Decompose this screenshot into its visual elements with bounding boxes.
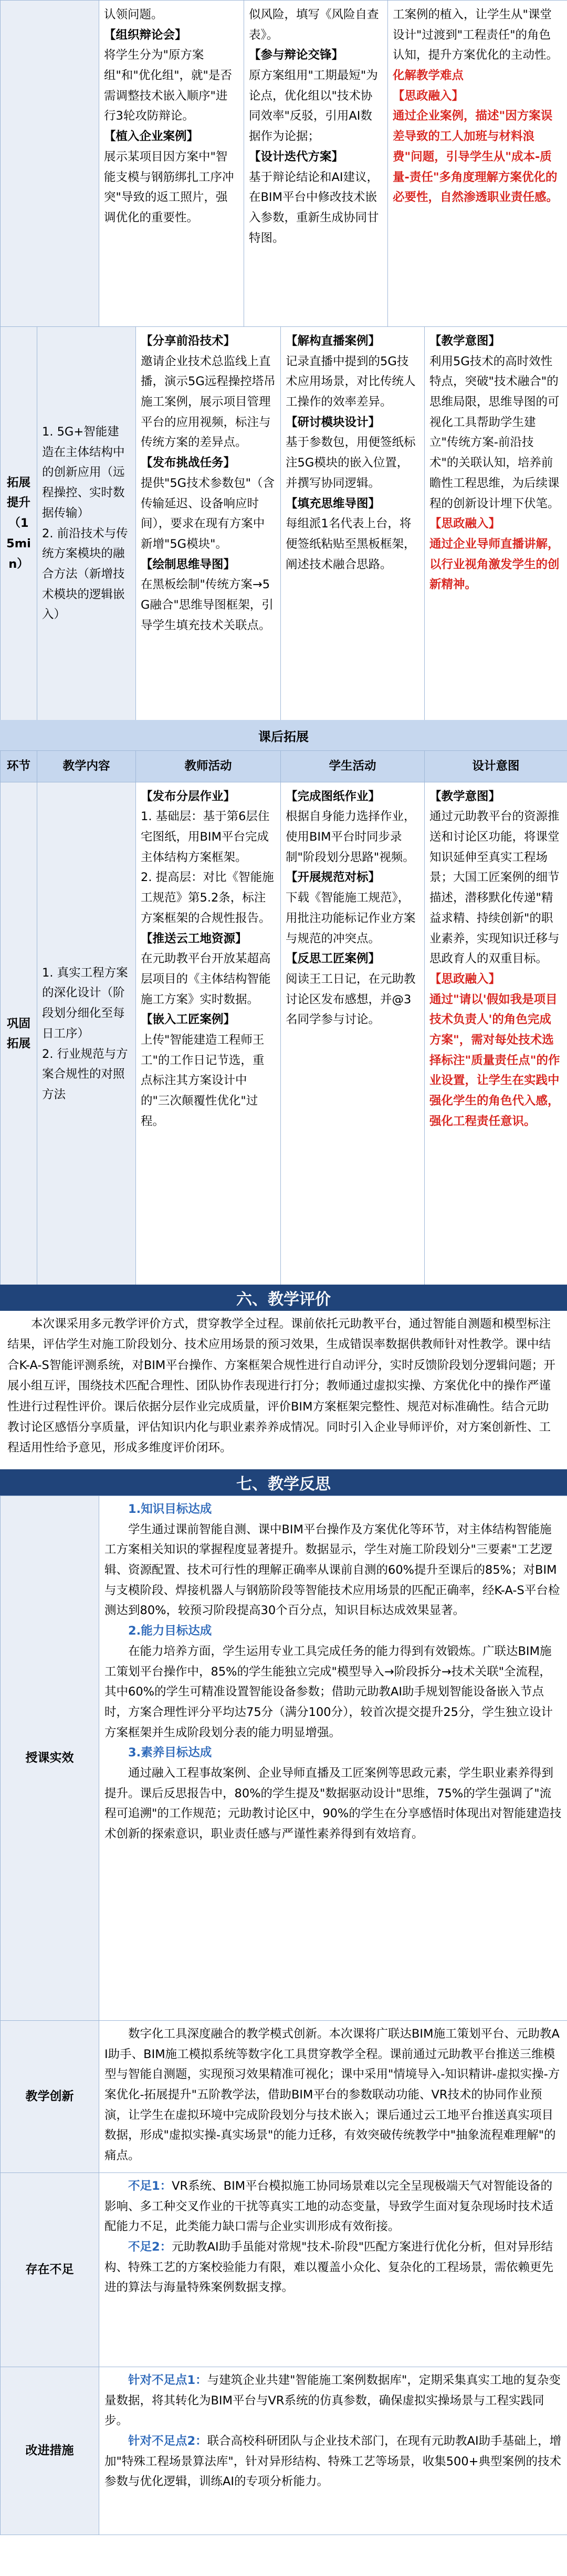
expand-content — [37, 327, 136, 720]
section-label: 【植入企业案例】 — [104, 130, 199, 144]
ideology-text: 通过企业导师直播讲解，以行业视角激发学生的创新精神。 — [429, 537, 560, 592]
section-label: 【分享前沿技术】 — [141, 334, 236, 348]
section-label: 【填充思维导图】 — [286, 496, 381, 511]
section-label: 【参与辩论交锋】 — [249, 48, 344, 62]
section-label: 【反思工匠案例】 — [286, 952, 381, 966]
section-label: 【完成图纸作业】 — [286, 789, 381, 803]
content-item: 2. 行业规范与方案合规性的对照方法 — [42, 1047, 128, 1101]
cell-text: 2. 提高层：对比《智能施工规范》第5.2条，标注方案框架的合规性报告。 — [141, 871, 274, 925]
cell-text: 记录直播中提到的5G技术应用场景，对比传统人工操作的效率差异。 — [286, 354, 416, 409]
cell-text: 通过元助教平台的资源推送和讨论区功能，将课堂知识延伸至真实工程场景；大国工匠案例的细节描述，潜移默化传递"精益求精、持续创新"的职业素养，实现知识迁移与思政育人的双重目标。 — [429, 810, 560, 966]
section-label: 【发布分层作业】 — [141, 789, 236, 803]
header-teacher: 教师活动 — [136, 751, 281, 782]
cell-text: 基于辩论结论和AI建议，在BIM平台中修改技术嵌入参数，重新生成协同甘特图。 — [249, 170, 379, 245]
header-stage: 环节 — [1, 751, 37, 782]
reflection-body: 元助教AI助手虽能对常规"技术-阶段"匹配方案进行优化分析，但对异形结构、特殊工艺的方案校验能力有限，难以覆盖小众化、复杂化的工程场景，需依赖更先进的算法与海量特殊案例数据支撑。 — [104, 2240, 554, 2295]
ideology-text: 通过"请以'假如我是项目技术负责人'的角色完成方案"，需对每处技术选择标注"质量责任点"的作业设置，让学生在实践中强化学生的角色代入感，强化工程责任意识。 — [429, 992, 560, 1128]
content-item: 1. 真实工程方案的深化设计（阶段划分细化至每日工序） — [42, 966, 128, 1041]
reflection-heading: 3.素养目标达成 — [128, 1746, 212, 1760]
reflection-category-effect: 授课实效 — [1, 1496, 99, 2021]
reflection-heading: 2.能力目标达成 — [128, 1624, 212, 1638]
reflection-lead: 不足1： — [128, 2179, 172, 2193]
reflection-paragraph — [104, 2431, 562, 2492]
expand-student — [281, 327, 425, 720]
section-label: 【教学意图】 — [429, 334, 501, 348]
ideology-text: 通过企业案例，描述"因方案误差导致的工人加班与材料浪费"问题，引导学生从"成本-质量-责任"多角度理解方案优化的必要性，自然渗透职业责任感。 — [393, 109, 559, 205]
activity-table-continued — [0, 0, 567, 327]
cell-text: 邀请企业技术总监线上直播，演示5G远程操控塔吊施工案例，展示项目管理平台的应用视频，标注与传统方案的差异点。 — [141, 354, 276, 450]
header-student: 学生活动 — [281, 751, 425, 782]
cell-text: 似风险，填写《风险自查表》。 — [249, 8, 379, 42]
after-class-table — [0, 750, 567, 1286]
expand-intent — [425, 327, 567, 720]
reflection-category-shortcoming: 存在不足 — [1, 2173, 99, 2367]
cell-text: 工案例的植入，让学生从"课堂设计"过渡到"工程责任"的角色认知，提升方案优化的主动性。 — [393, 8, 559, 62]
ideology-label: 【思政融入】 — [429, 972, 501, 986]
cell-text: 根据自身能力选择作业，使用BIM平台时同步录制"阶段划分思路"视频。 — [286, 810, 416, 864]
reflection-lead: 针对不足点2： — [128, 2434, 207, 2448]
cell-text: 展示某项目因方案中"智能支模与钢筋绑扎工序冲突"导致的返工照片，强调优化的重要性。 — [104, 150, 234, 225]
cell-text: 认领问题。 — [104, 8, 163, 22]
header-content: 教学内容 — [37, 751, 136, 782]
section-label: 【发布挑战任务】 — [141, 456, 236, 470]
evaluation-paragraph: 本次课采用多元教学评价方式，贯穿教学全过程。课前依托元助教平台，通过智能自测题和模型标注结果，评估学生对施工阶段划分、技术应用场景的预习效果，生成错误率数据供教师针对性教学。课中结合K-A-S智能评测系统，对BIM平台操作、方案框架合规性进行自动评分，实时反馈阶段划分逻辑问题；开展小组互评，围绕技术匹配合理性、团队协作表现进行打分；教师通过虚拟实操、方案优化中的操作严谨性进行过程性评价。课后依据分层作业完成质量，评价BIM方案框架完整性、规范对标准确性。结合元助教讨论区感悟分享质量，评估知识内化与职业素养养成情况。同时引入企业导师评价，对方案创新性、工程适用性给予意见，形成多维度评价闭环。 — [7, 1317, 555, 1455]
reflection-heading: 1.知识目标达成 — [128, 1502, 212, 1516]
reflection-lead: 不足2： — [128, 2240, 172, 2254]
reflection-shortcoming-text — [99, 2173, 567, 2367]
cell-text: 在黑板绘制"传统方案→5G融合"思维导图框架，引导学生填充技术关联点。 — [141, 578, 274, 632]
highlight-note: 化解教学难点 — [393, 69, 464, 83]
section-7-title: 七、教学反思 — [0, 1469, 567, 1496]
design-intent-cell — [388, 1, 567, 327]
reflection-paragraph: 通过融入工程事故案例、企业导师直播及工匠案例等思政元素，学生职业素养得到提升。课后反思报告中，80%的学生提及"数据驱动设计"思维，75%的学生强调了"流程可追溯"的工作规范；元助教讨论区中，90%的学生在分享感悟时体现出对智能建造技术创新的探索意识，职业责任感与严谨性素养得到有效培育。 — [104, 1766, 562, 1841]
cell-text: 阅读王工日记，在元助教讨论区发布感想，并@3名同学参与讨论。 — [286, 972, 416, 1027]
teacher-activity-cell — [99, 1, 244, 327]
category-cell — [1, 1, 99, 327]
reflection-effect-text — [99, 1496, 567, 2021]
reflection-paragraph: 在能力培养方面，学生运用专业工具完成任务的能力得到有效锻炼。广联达BIM施工策划平台操作中，85%的学生能独立完成"模型导入→阶段拆分→技术关联"全流程，其中60%的学生可精准设置智能设备参数；借助元助教AI助手规划智能设备嵌入节点时，方案合理性评分平均达75分（满分100分），较首次提交提升25分，学生独立设计方案框架并生成阶段划分表的能力明显增强。 — [104, 1644, 553, 1740]
cell-text: 基于参数包，用便签纸标注5G模块的嵌入位置，并撰写协同逻辑。 — [286, 436, 416, 490]
section-label: 【教学意图】 — [429, 789, 501, 803]
reflection-innovation-text — [99, 2021, 567, 2173]
section-label: 【开展规范对标】 — [286, 871, 381, 885]
section-label: 【绘制思维导图】 — [141, 557, 236, 571]
reflection-paragraph — [104, 2237, 562, 2298]
reflection-paragraph — [104, 2370, 562, 2431]
section-label: 【组织辩论会】 — [104, 28, 187, 42]
reflection-body: 与建筑企业共建"智能施工案例数据库"，定期采集真实工地的复杂变量数据，将其转化为BIM平台与VR系统的仿真参数，确保虚拟实操场景与工程实践同步。 — [104, 2373, 561, 2428]
reflection-category-innovation: 教学创新 — [1, 2021, 99, 2173]
reflection-paragraph: 学生通过课前智能自测、课中BIM平台操作及方案优化等环节，对主体结构智能施工方案相关知识的掌握程度显著提升。数据显示，学生对施工阶段划分"三要素"工艺逻辑、资源配置、技术可行性的理解正确率从课前自测的60%提升至课后的85%；对BIM与支模阶段、焊接机器人与钢筋阶段等智能技术应用场景的匹配正确率，经K-A-S平台检测达到80%，较预习阶段提高30个百分点，知识目标达成效果显著。 — [104, 1522, 560, 1618]
cell-text: 原方案组用"工期最短"为论点，优化组以"技术协同效率"反驳，引用AI数据作为论据； — [249, 69, 378, 144]
cell-text: 提供"5G技术参数包"（含传输延迟、设备响应时间），要求在现有方案中新增"5G模块"。 — [141, 476, 275, 551]
content-item: 1. 5G+智能建造在主体结构中的创新应用（远程操控、实时数据传输） — [42, 425, 125, 520]
expand-teacher — [136, 327, 281, 720]
reflection-table — [0, 1496, 567, 2535]
reflection-category-improvement: 改进措施 — [1, 2367, 99, 2535]
section-label: 【嵌入工匠案例】 — [141, 1013, 236, 1027]
reflection-lead: 针对不足点1： — [128, 2373, 207, 2387]
after-class-student — [281, 782, 425, 1286]
after-class-content — [37, 782, 136, 1286]
content-item: 2. 前沿技术与传统方案模块的融合方法（新增技术模块的逻辑嵌入） — [42, 526, 128, 622]
section-6-title: 六、教学评价 — [0, 1285, 567, 1311]
cell-text: 每组派1名代表上台，将便签纸粘贴至黑板框架，阐述技术融合思路。 — [286, 517, 416, 571]
cell-text: 将学生分为"原方案组"和"优化组"，就"是否需调整技术嵌入顺序"进行3轮攻防辩论。 — [104, 48, 232, 123]
after-class-band: 课后拓展 — [0, 720, 567, 750]
after-class-teacher — [136, 782, 281, 1286]
reflection-body: VR系统、BIM平台模拟施工协同场景难以完全呈现极端天气对智能设备的影响、多工种交叉作业的干扰等真实工地的动态变量，导致学生面对复杂现场时技术适配能力不足，此类能力缺口需与企业实训形成有效衔接。 — [104, 2179, 554, 2234]
section-label: 【解构直播案例】 — [286, 334, 381, 348]
cell-text: 上传"智能建造工程师王工"的工作日记节选，重点标注其方案设计中的"三次颠覆性优化"过程。 — [141, 1033, 265, 1128]
reflection-paragraph: 数字化工具深度融合的教学模式创新。本次课将广联达BIM施工策划平台、元助教AI助手、BIM施工模拟系统等数字化工具贯穿教学全程。课前通过元助教平台推送三维模型与智能自测题，实现预习效果精准可视化；课中采用"情境导入-知识精讲-虚拟实操-方案优化-拓展提升"五阶教学法，借助BIM平台的参数联动功能、VR技术的协同作业预演，让学生在虚拟环境中完成阶段划分与技术嵌入；课后通过云工地平台推送真实项目数据，形成"虚拟实操-真实场景"的能力迁移，有效突破传统教学中"抽象流程难理解"的痛点。 — [104, 2027, 560, 2163]
expand-category: 拓展提升 （15min） — [1, 327, 37, 720]
after-class-category: 巩固拓展 — [1, 782, 37, 1286]
reflection-body: 联合高校科研团队与企业技术部门，在现有元助教AI助手基础上，增加"特殊工程场景算法库"，针对异形结构、特殊工艺等场景，收集500+典型案例的技术参数与优化逻辑，训练AI的专项分析能力。 — [104, 2434, 562, 2489]
cell-text: 在元助教平台开放某超高层项目的《主体结构智能施工方案》实时数据。 — [141, 952, 271, 1006]
cell-text: 利用5G技术的高时效性特点，突破"技术融合"的思维局限，思维导图的可视化工具帮助学生建立"传统方案-前沿技术"的关联认知，培养前瞻性工程思维，为后续课程的创新设计埋下伏笔。 — [429, 354, 560, 511]
section-label: 【研讨模块设计】 — [286, 415, 381, 429]
ideology-label: 【思政融入】 — [393, 89, 464, 103]
section-label: 【设计迭代方案】 — [249, 150, 344, 164]
reflection-improvement-text — [99, 2367, 567, 2535]
reflection-paragraph — [104, 2176, 562, 2237]
student-activity-cell — [244, 1, 388, 327]
cell-text: 1. 基础层：基于第6层住宅图纸，用BIM平台完成主体结构方案框架。 — [141, 810, 270, 864]
expand-table — [0, 326, 567, 720]
section-label: 【推送云工地资源】 — [141, 931, 247, 946]
cell-text: 下载《智能施工规范》，用批注功能标记作业方案与规范的冲突点。 — [286, 891, 416, 946]
header-intent: 设计意图 — [425, 751, 567, 782]
ideology-label: 【思政融入】 — [429, 517, 501, 531]
after-class-intent — [425, 782, 567, 1286]
